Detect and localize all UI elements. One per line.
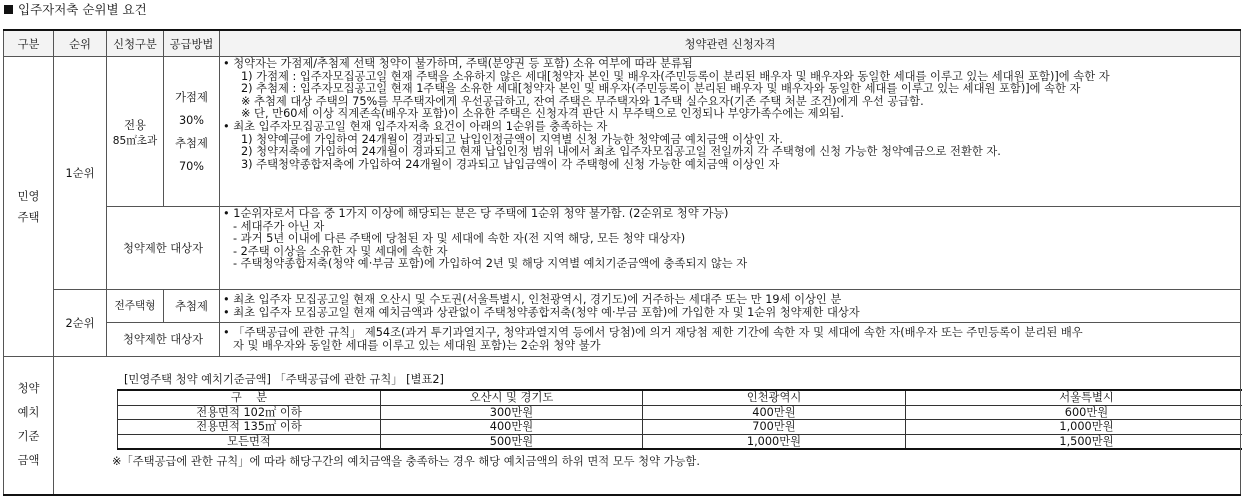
req-line: 2) 청약저축에 가입하여 24개월이 경과되고 현재 납입인정 범위 내에서 최초 입주자모집공고일 전일까지 각 주택형에 신청 가능한 청약예금으로 전환한 자. <box>241 145 1001 159</box>
deposit-row <box>4 357 1241 495</box>
rank1-method-line: 가점제 <box>175 90 208 104</box>
rank1-main-row <box>4 57 1241 207</box>
deposit-label-line: 청약 <box>17 382 40 396</box>
deposit-cell: 300만원 <box>381 405 643 420</box>
req-line: 3) 주택청약종합저축에 가입하여 24개월이 경과되고 납입금액이 각 주택형에 신청 가능한 예치금액 이상인 자 <box>241 157 780 171</box>
restrict-line: • 「주택공급에 관한 규칙」 제54조(과거 투기과열지구, 청약과열지역 등에서 당첨)에 의거 재당첨 제한 기간에 속한 자 및 세대에 속한 자(배우자 또는 주민등록이 분리된 배우 <box>223 326 1083 340</box>
deposit-cell: 1,000만원 <box>643 434 906 449</box>
rank2-restrict-cell <box>220 323 1241 357</box>
deposit-cell: 500만원 <box>381 434 643 449</box>
deposit-table <box>117 389 1242 450</box>
deposit-cell: 700만원 <box>643 420 906 435</box>
restrict-line: - 주택청약종합저축(청약 예·부금 포함)에 가입하여 2년 및 해당 지역별 예치기준금액에 충족되지 않는 자 <box>233 257 748 271</box>
deposit-cell: 400만원 <box>643 405 906 420</box>
rank1-area-line: 85㎡초과 <box>112 134 158 147</box>
rank1-label: 1순위 <box>54 57 107 290</box>
req-line: • 최초 입주자 모집공고일 현재 예치금액과 상관없이 주택청약종합저축(청약 예·부금 포함)에 가입한 자 및 1순위 청약제한 대상자 <box>223 305 860 319</box>
deposit-label-line: 예치 <box>17 406 40 420</box>
rank1-requirements-cell <box>220 57 1241 207</box>
restrict-line: 자 및 배우자와 동일한 세대를 이루고 있는 세대원 포함)는 2순위 청약 불가 <box>233 339 601 352</box>
deposit-label-line: 기준 <box>17 430 40 444</box>
req-line: • 최초 입주자 모집공고일 현재 오산시 및 수도권(서울특별시, 인천광역시, 경기도)에 거주하는 세대주 또는 만 19세 이상인 분 <box>223 292 842 306</box>
rank1-method-line: 추첨제 <box>175 136 208 150</box>
restrict-line: - 세대주가 아닌 자 <box>233 219 325 233</box>
deposit-title: [민영주택 청약 예치기준금액] 「주택공급에 관한 규칙」 [별표2] <box>124 373 444 386</box>
req-line: ※ 추첨제 대상 주택의 75%를 무주택자에게 우선공급하고, 잔여 주택은 무주택자와 1주택 실수요자(기존 주택 처분 조건)에게 우선 공급함. <box>241 94 924 108</box>
bullet-square-icon <box>4 5 13 14</box>
deposit-col-seoul: 서울특별시 <box>906 390 1242 405</box>
rank1-method-line: 70% <box>178 159 205 173</box>
rank2-restrict-row <box>4 323 1241 357</box>
deposit-note: ※「주택공급에 관한 규칙」에 따라 해당구간의 예치금액을 충족하는 경우 해당 예치금액의 하위 면적 모두 청약 가능함. <box>112 455 700 468</box>
rank1-method-cell <box>164 57 220 207</box>
header-apply-type: 신청구분 <box>107 30 164 57</box>
rank1-area-cell <box>107 57 164 207</box>
deposit-content-cell <box>54 357 1241 495</box>
deposit-label-line: 금액 <box>17 454 40 468</box>
deposit-row-135 <box>118 420 1242 435</box>
req-line: • 청약자는 가점제/추첨제 선택 청약이 불가하며, 주택(분양권 등 포함) 소유 여부에 따라 분류됨 <box>223 57 693 70</box>
req-line: 1) 가점제 : 입주자모집공고일 현재 주택을 소유하지 않은 세대[청약자 본인 및 배우자(주민등록이 분리된 배우자 및 배우자와 동일한 세대를 이루고 있는 세대원 포함)]에 속한 자 <box>241 69 1110 83</box>
rank1-restrict-cell <box>220 207 1241 290</box>
header-type: 구분 <box>4 30 54 57</box>
deposit-row-all <box>118 434 1242 449</box>
req-line: • 최초 입주자모집공고일 현재 입주자저축 요건이 아래의 1순위를 충족하는 자 <box>223 119 608 133</box>
rank1-restrict-label: 청약제한 대상자 <box>107 207 220 290</box>
restrict-line: - 2주택 이상을 소유한 자 및 세대에 속한 자 <box>233 244 448 258</box>
rank2-method-label: 추첨제 <box>164 290 220 323</box>
deposit-cell: 1,500만원 <box>906 434 1242 449</box>
civil-housing-cell <box>4 57 54 357</box>
page-title-text: 입주자저축 순위별 요건 <box>18 2 147 17</box>
deposit-cell: 400만원 <box>381 420 643 435</box>
deposit-col-incheon: 인천광역시 <box>643 390 906 405</box>
header-method: 공급방법 <box>164 30 220 57</box>
rank2-area-label: 전주택형 <box>107 290 164 323</box>
table-header-row <box>4 30 1241 57</box>
civil-housing-line: 주택 <box>17 210 40 224</box>
req-line: ※ 단, 만60세 이상 직계존속(배우자 포함)이 소유한 주택은 신청자격 판단 시 무주택으로 인정되나 부양가족수에는 제외됨. <box>241 107 845 121</box>
deposit-row-102 <box>118 405 1242 420</box>
deposit-label-cell <box>4 357 54 495</box>
deposit-header-row <box>118 390 1242 405</box>
deposit-cell: 600만원 <box>906 405 1242 420</box>
req-line: 2) 추첨제 : 입주자모집공고일 현재 1주택을 소유한 세대[청약자 본인 및 배우자(주민등록이 분리된 배우자 및 배우자와 동일한 세대를 이루고 있는 세대원 포함)]에 속한 자 <box>241 82 1081 96</box>
deposit-cell: 전용면적 135㎡ 이하 <box>118 420 381 435</box>
restrict-line: - 과거 5년 이내에 다른 주택에 당첨된 자 및 세대에 속한 자(전 지역 해당, 모든 청약 대상자) <box>233 232 686 246</box>
page-title <box>4 2 147 18</box>
rank2-label: 2순위 <box>54 290 107 357</box>
rank2-restrict-label: 청약제한 대상자 <box>107 323 220 357</box>
requirements-table <box>3 29 1241 496</box>
rank1-area-line: 전용 <box>124 118 146 132</box>
deposit-col-gyeonggi: 오산시 및 경기도 <box>381 390 643 405</box>
deposit-cell: 1,000만원 <box>906 420 1242 435</box>
deposit-cell: 모든면적 <box>118 434 381 449</box>
rank2-main-row <box>4 290 1241 323</box>
rank2-requirements-cell <box>220 290 1241 323</box>
rank1-restrict-row <box>4 207 1241 290</box>
deposit-col-type: 구 분 <box>118 390 381 405</box>
rank1-method-line: 30% <box>178 113 205 127</box>
req-line: 1) 청약예금에 가입하여 24개월이 경과되고 납입인정금액이 지역별 신청 가능한 청약예금 예치금액 이상인 자. <box>241 132 783 146</box>
header-requirements: 청약관련 신청자격 <box>220 30 1241 57</box>
deposit-cell: 전용면적 102㎡ 이하 <box>118 405 381 420</box>
header-rank: 순위 <box>54 30 107 57</box>
civil-housing-line: 민영 <box>17 189 40 203</box>
restrict-line: • 1순위자로서 다음 중 1가지 이상에 해당되는 분은 당 주택에 1순위 청약 불가함. (2순위로 청약 가능) <box>223 207 729 220</box>
